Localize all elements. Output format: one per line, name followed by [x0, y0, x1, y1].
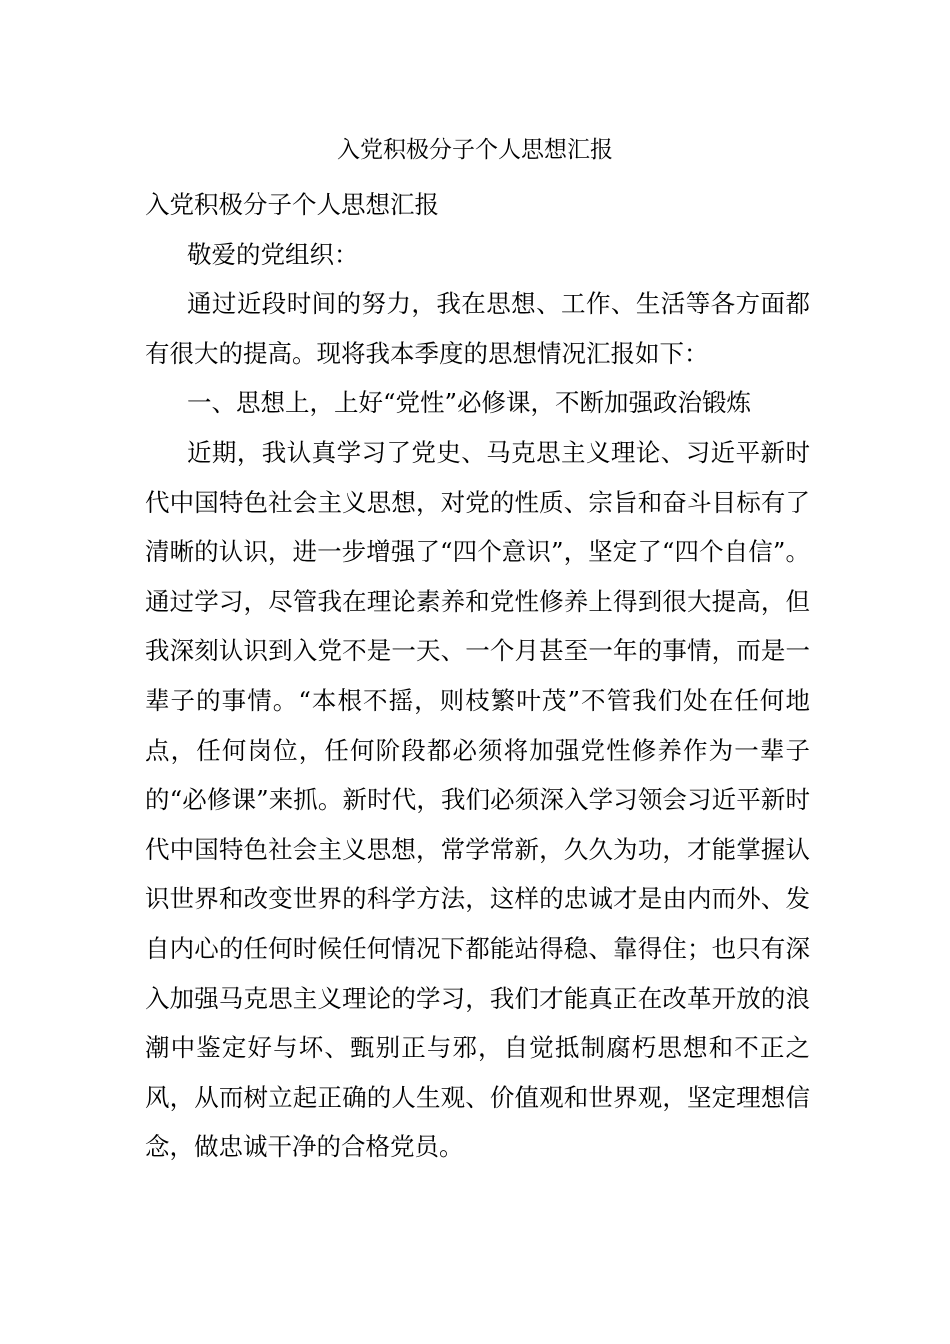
subtitle-line: 入党积极分子个人思想汇报: [145, 190, 439, 219]
page-title: 入党积极分子个人思想汇报: [337, 137, 613, 163]
salutation: 敬爱的党组织：: [187, 239, 359, 269]
document-body: [145, 180, 810, 1172]
section-heading: 一、思想上，上好“党性”必修课，不断加强政治锻炼: [187, 388, 752, 418]
paragraph-intro: 通过近段时间的努力，我在思想、工作、生活等各方面都有很大的提高。现将我本季度的思想情况汇报如下：: [145, 289, 810, 368]
paragraph-body: 近期，我认真学习了党史、马克思主义理论、习近平新时代中国特色社会主义思想，对党的性质、宗旨和奋斗目标有了清晰的认识，进一步增强了“四个意识”，坚定了“四个自信”。通过学习，尽管我在理论素养和党性修养上得到很大提高，但我深刻认识到入党不是一天、一个月甚至一年的事情，而是一辈子的事情。“本根不摇，则枝繁叶茂”不管我们处在任何地点，任何岗位，任何阶段都必须将加强党性修养作为一辈子的“必修课”来抓。新时代，我们必须深入学习领会习近平新时代中国特色社会主义思想，常学常新，久久为功，才能掌握认识世界和改变世界的科学方法，这样的忠诚才是由内而外、发自内心的任何时候任何情况下都能站得稳、靠得住；也只有深入加强马克思主义理论的学习，我们才能真正在改革开放的浪潮中鉴定好与坏、甄别正与邪，自觉抵制腐朽思想和不正之风，从而树立起正确的人生观、价值观和世界观，坚定理想信念，做忠诚干净的合格党员。: [145, 437, 810, 1162]
